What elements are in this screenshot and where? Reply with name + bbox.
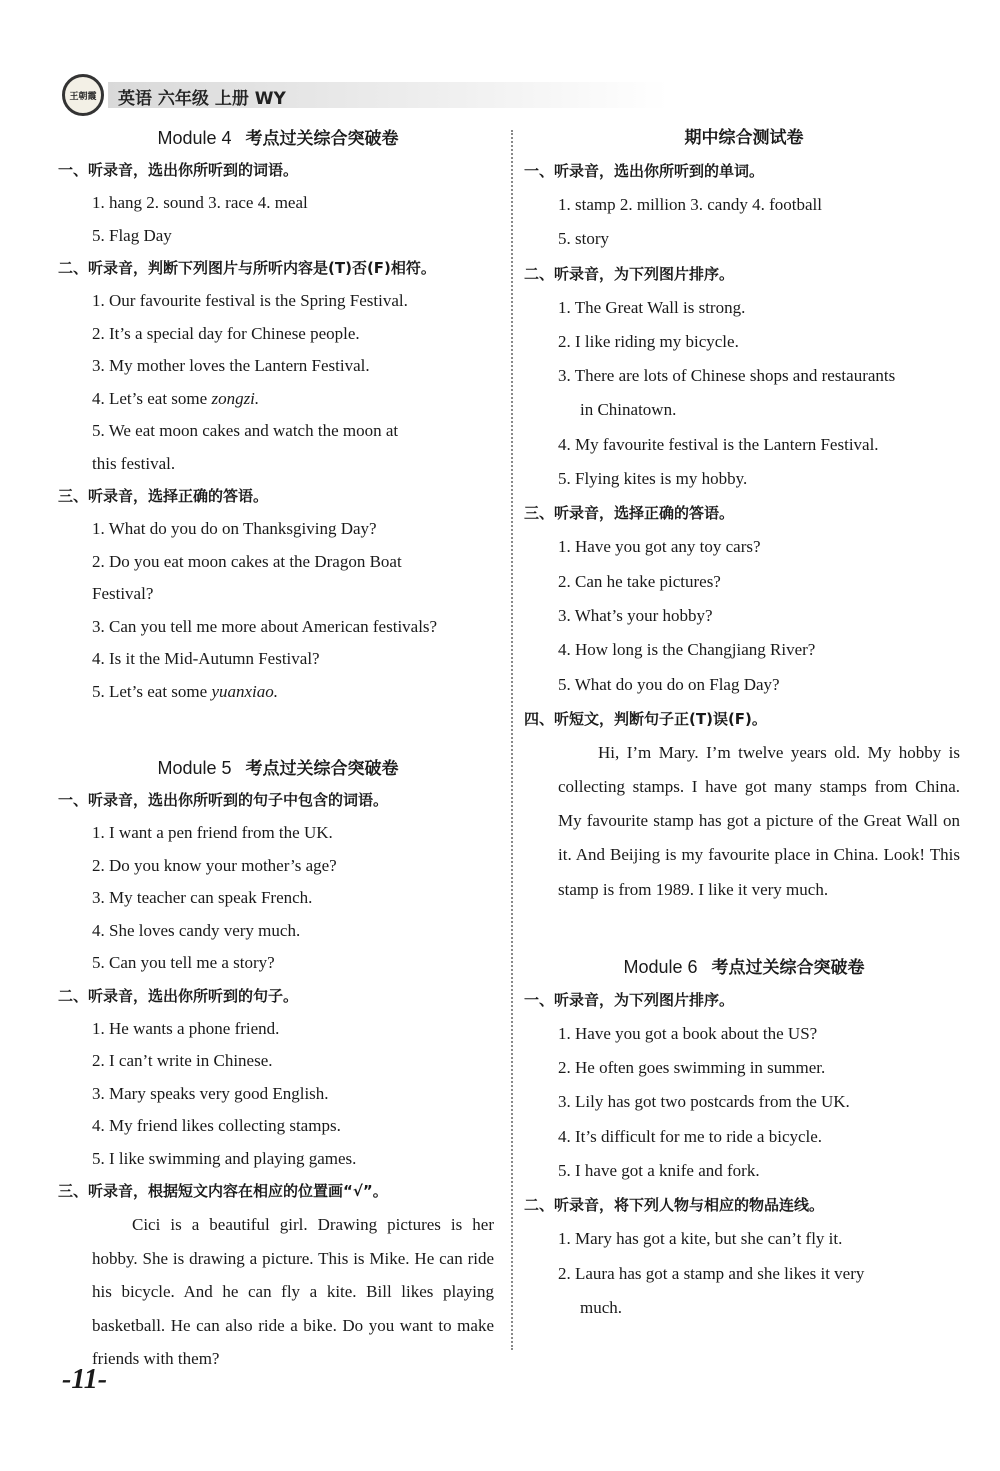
question-heading: 二、听录音，选出你所听到的句子。 xyxy=(58,986,299,1005)
list-item: 4. How long is the Changjiang River? xyxy=(558,640,816,660)
list-item: 3. My teacher can speak French. xyxy=(92,888,313,907)
midterm-title xyxy=(528,122,960,154)
question-heading: 一、听录音，选出你所听到的单词。 xyxy=(524,162,765,180)
list-item: 1. What do you do on Thanksgiving Day? xyxy=(92,519,377,538)
list-item-continued: in Chinatown. xyxy=(580,400,677,420)
right-column xyxy=(524,122,960,1325)
list-item-continued: much. xyxy=(580,1297,623,1317)
list-item: 1. The Great Wall is strong. xyxy=(558,297,746,317)
question-heading: 一、听录音，为下列图片排序。 xyxy=(524,990,735,1009)
module-label: Module 4 xyxy=(157,128,232,148)
passage-text: Cici is a beautiful girl. Drawing pictures is her hobby. She is drawing a picture. This is Mike. He can ride his bicycle. And he can fly a kite. Bill likes playing basketball. He can also ride a bike. Do you want to make friends with them? xyxy=(92,1215,494,1368)
list-item-continued: Festival? xyxy=(92,584,154,603)
list-item: 3. Can you tell me more about American festivals? xyxy=(92,616,438,636)
list-item: 1. Mary has got a kite, but she can’t fly it. xyxy=(558,1229,843,1249)
left-column xyxy=(58,122,494,1376)
passage-text: Hi, I’m Mary. I’m twelve years old. My hobby is collecting stamps. I have got many stamps from China. My favourite stamp has got a picture of the Great Wall on it. And Beijing is my favourite place in China. Look! This stamp is from 1989. I like it very much. xyxy=(558,742,960,899)
list-item: 5. I like swimming and playing games. xyxy=(92,1148,357,1168)
answer-line: 1. stamp 2. million 3. candy 4. football xyxy=(558,195,822,214)
section-title: 考点过关综合突破卷 xyxy=(245,759,399,779)
list-item: 2. Do you know your mother’s age? xyxy=(92,855,337,875)
list-item: 5. Flying kites is my hobby. xyxy=(558,469,748,489)
section-title: 考点过关综合突破卷 xyxy=(245,129,399,149)
column-divider xyxy=(511,130,513,1350)
book-title: 英语 六年级 上册 WY xyxy=(118,89,286,109)
passage xyxy=(62,1208,494,1376)
pinyin-term: zongzi. xyxy=(211,388,260,408)
publisher-logo: 王朝霞 xyxy=(62,74,104,116)
list-item xyxy=(62,676,494,709)
section-title: 考点过关综合突破卷 xyxy=(711,957,865,978)
list-item-continued: this festival. xyxy=(92,453,176,473)
question-heading: 三、听录音，根据短文内容在相应的位置画“√”。 xyxy=(58,1182,388,1200)
list-item: 4. It’s difficult for me to ride a bicycle. xyxy=(558,1126,823,1146)
module4-title xyxy=(62,122,494,154)
question-heading: 三、听录音，选择正确的答语。 xyxy=(58,487,269,505)
module5-title xyxy=(62,752,494,784)
list-item: 5. We eat moon cakes and watch the moon at xyxy=(92,421,399,440)
question-heading: 三、听录音，选择正确的答语。 xyxy=(524,504,735,523)
item-text: 5. Let’s eat some xyxy=(92,681,212,701)
list-item: 5. Can you tell me a story? xyxy=(92,953,275,972)
list-item: 2. He often goes swimming in summer. xyxy=(558,1058,826,1078)
list-item: 1. He wants a phone friend. xyxy=(92,1018,280,1038)
question-heading: 一、听录音，选出你所听到的词语。 xyxy=(58,161,299,179)
answer-line: 1. hang 2. sound 3. race 4. meal xyxy=(92,193,308,212)
list-item: 2. Laura has got a stamp and she likes it very xyxy=(558,1263,865,1283)
spacer xyxy=(62,708,494,752)
list-item: 2. Do you eat moon cakes at the Dragon Boat xyxy=(92,551,402,571)
list-item: 3. Lily has got two postcards from the UK. xyxy=(558,1092,850,1112)
question-heading: 四、听短文，判断句子正(T)误(F)。 xyxy=(524,709,767,728)
list-item: 3. Mary speaks very good English. xyxy=(92,1083,329,1103)
question-heading: 二、听录音，为下列图片排序。 xyxy=(524,264,735,283)
question-heading: 一、听录音，选出你所听到的句子中包含的词语。 xyxy=(58,791,389,809)
list-item: 3. There are lots of Chinese shops and restaurants xyxy=(558,366,896,386)
answer-line: 5. Flag Day xyxy=(92,225,172,245)
passage xyxy=(528,736,960,907)
page-header xyxy=(62,74,942,116)
list-item: 5. What do you do on Flag Day? xyxy=(558,674,780,694)
module-label: Module 5 xyxy=(157,758,232,778)
list-item xyxy=(62,383,494,416)
module-label: Module 6 xyxy=(623,956,698,977)
list-item: 4. My favourite festival is the Lantern Festival. xyxy=(558,434,879,454)
spacer xyxy=(528,907,960,951)
section-title: 期中综合测试卷 xyxy=(684,128,804,148)
list-item: 4. My friend likes collecting stamps. xyxy=(92,1116,341,1135)
list-item: 5. I have got a knife and fork. xyxy=(558,1161,760,1181)
item-text: 4. Let’s eat some xyxy=(92,388,212,408)
question-heading: 二、听录音，判断下列图片与所听内容是(T)否(F)相符。 xyxy=(58,259,436,277)
list-item: 2. I can’t write in Chinese. xyxy=(92,1051,273,1070)
list-item: 3. My mother loves the Lantern Festival. xyxy=(92,356,370,375)
module6-title xyxy=(528,951,960,983)
list-item: 2. I like riding my bicycle. xyxy=(558,331,739,351)
question-heading: 二、听录音，将下列人物与相应的物品连线。 xyxy=(524,1196,825,1215)
list-item: 1. Have you got a book about the US? xyxy=(558,1023,818,1043)
list-item: 4. Is it the Mid-Autumn Festival? xyxy=(92,649,320,668)
list-item: 4. She loves candy very much. xyxy=(92,920,301,940)
list-item: 1. Have you got any toy cars? xyxy=(558,537,761,557)
list-item: 2. It’s a special day for Chinese people. xyxy=(92,323,360,343)
list-item: 3. What’s your hobby? xyxy=(558,605,713,625)
list-item: 1. I want a pen friend from the UK. xyxy=(92,823,333,842)
list-item: 1. Our favourite festival is the Spring Festival. xyxy=(92,291,408,310)
list-item: 2. Can he take pictures? xyxy=(558,571,721,591)
pinyin-term: yuanxiao. xyxy=(211,681,279,701)
page-number: -11- xyxy=(62,1364,108,1395)
answer-line: 5. story xyxy=(558,229,609,249)
